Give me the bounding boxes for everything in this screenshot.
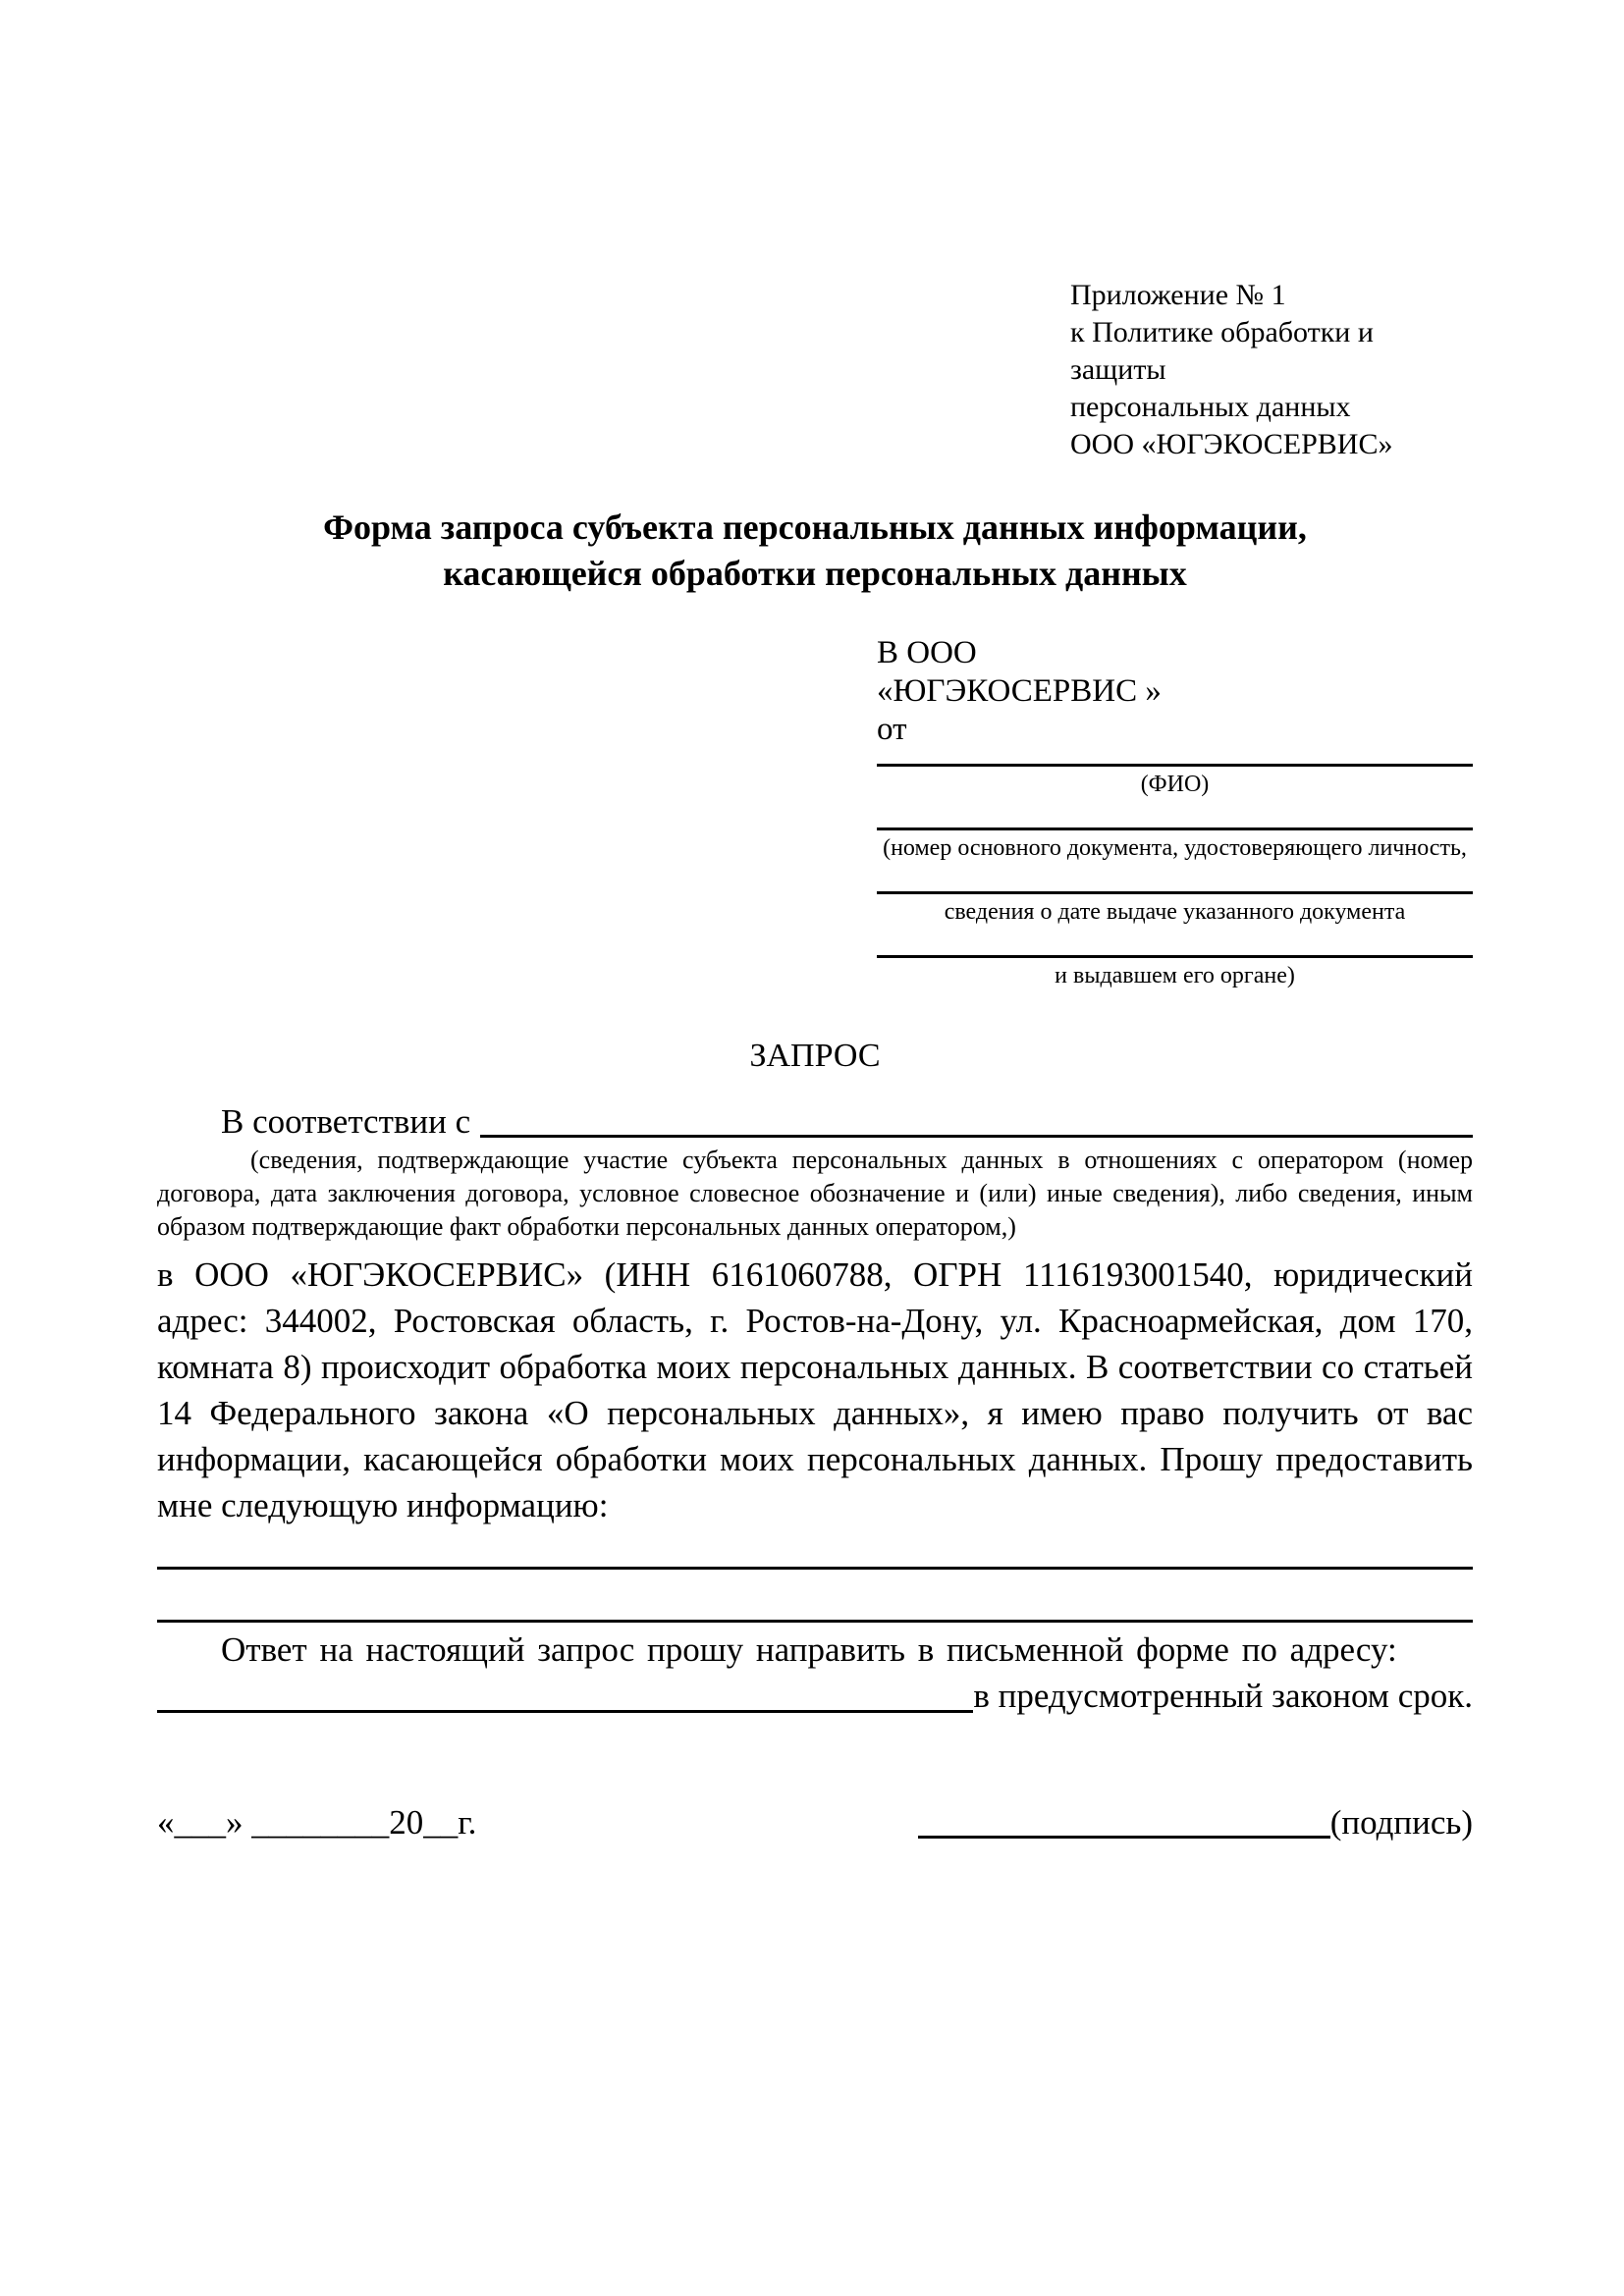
form-title xyxy=(157,505,1473,597)
appendix-header-line: персональных данных xyxy=(1070,391,1351,423)
field-issuing-authority xyxy=(877,936,1473,990)
answer-line2 xyxy=(157,1673,1473,1719)
blank-fill-line-2 xyxy=(157,1570,1473,1623)
fio-fill-line xyxy=(877,749,1473,767)
issuing-authority-fill-line xyxy=(877,936,1473,958)
appendix-header-line: ООО «ЮГЭКОСЕРВИС» xyxy=(1070,428,1393,460)
appendix-header xyxy=(1070,277,1473,463)
appendix-header-line: к Политике обработки и защиты xyxy=(1070,316,1374,386)
addressee-block xyxy=(877,634,1473,990)
addressee-line-from: от xyxy=(877,712,907,747)
date-line: «___» ________20__г. xyxy=(157,1803,477,1842)
answer-suffix: в предусмотренный законом срок. xyxy=(973,1677,1473,1715)
answer-sentence: Ответ на настоящий запрос прошу направить в письменной форме по адресу: xyxy=(221,1630,1397,1669)
issuing-authority-caption: и выдавшем его органе) xyxy=(1055,963,1295,988)
body-paragraph: в ООО «ЮГЭКОСЕРВИС» (ИНН 6161060788, ОГРН 1116193001540, юридический адрес: 344002, Ростовская область, г. Ростов-на-Дону, ул. Красноармейская, дом 170, комната 8) происходит обработка моих персональных данных. В соответствии со статьей 14 Федерального закона «О персональных данных», я имею право получить от вас информации, касающейся обработки моих персональных данных. Прошу предоставить мне следующую информацию: xyxy=(157,1255,1473,1524)
document-number-caption: (номер основного документа, удостоверяющего личность, xyxy=(883,835,1467,861)
signature-group xyxy=(918,1801,1473,1844)
address-fill-line xyxy=(157,1673,973,1713)
field-document-number xyxy=(877,809,1473,863)
form-title-line1: Форма запроса субъекта персональных данных информации, xyxy=(323,507,1307,547)
fio-caption: (ФИО) xyxy=(1140,772,1210,797)
addressee-line-org-name: «ЮГЭКОСЕРВИС » xyxy=(877,673,1162,709)
issue-date-caption: сведения о дате выдаче указанного документа xyxy=(944,899,1406,925)
form-title-line2: касающейся обработки персональных данных xyxy=(443,554,1187,593)
intro-row xyxy=(157,1100,1473,1144)
signature-fill-line xyxy=(918,1836,1330,1839)
issue-date-fill-line xyxy=(877,873,1473,894)
request-heading: ЗАПРОС xyxy=(749,1038,881,1074)
addressee-line-org-prefix: В ООО xyxy=(877,635,977,670)
bottom-row xyxy=(157,1801,1473,1844)
note-text: (сведения, подтверждающие участие субъекта персональных данных в отношениях с оператором (номер договора, дата заключения договора, условное словесное обозначение и (или) иные сведения), либо сведения, иным образом подтверждающие факт обработки персональных данных оператором,) xyxy=(157,1146,1473,1241)
intro-prefix: В соответствии с xyxy=(221,1102,471,1141)
intro-fill-line xyxy=(480,1100,1473,1138)
document-number-fill-line xyxy=(877,809,1473,830)
field-issue-date xyxy=(877,873,1473,927)
appendix-header-line: Приложение № 1 xyxy=(1070,279,1286,311)
blank-fill-line-1 xyxy=(157,1528,1473,1570)
field-fio xyxy=(877,749,1473,799)
signature-caption: (подпись) xyxy=(1329,1803,1473,1842)
